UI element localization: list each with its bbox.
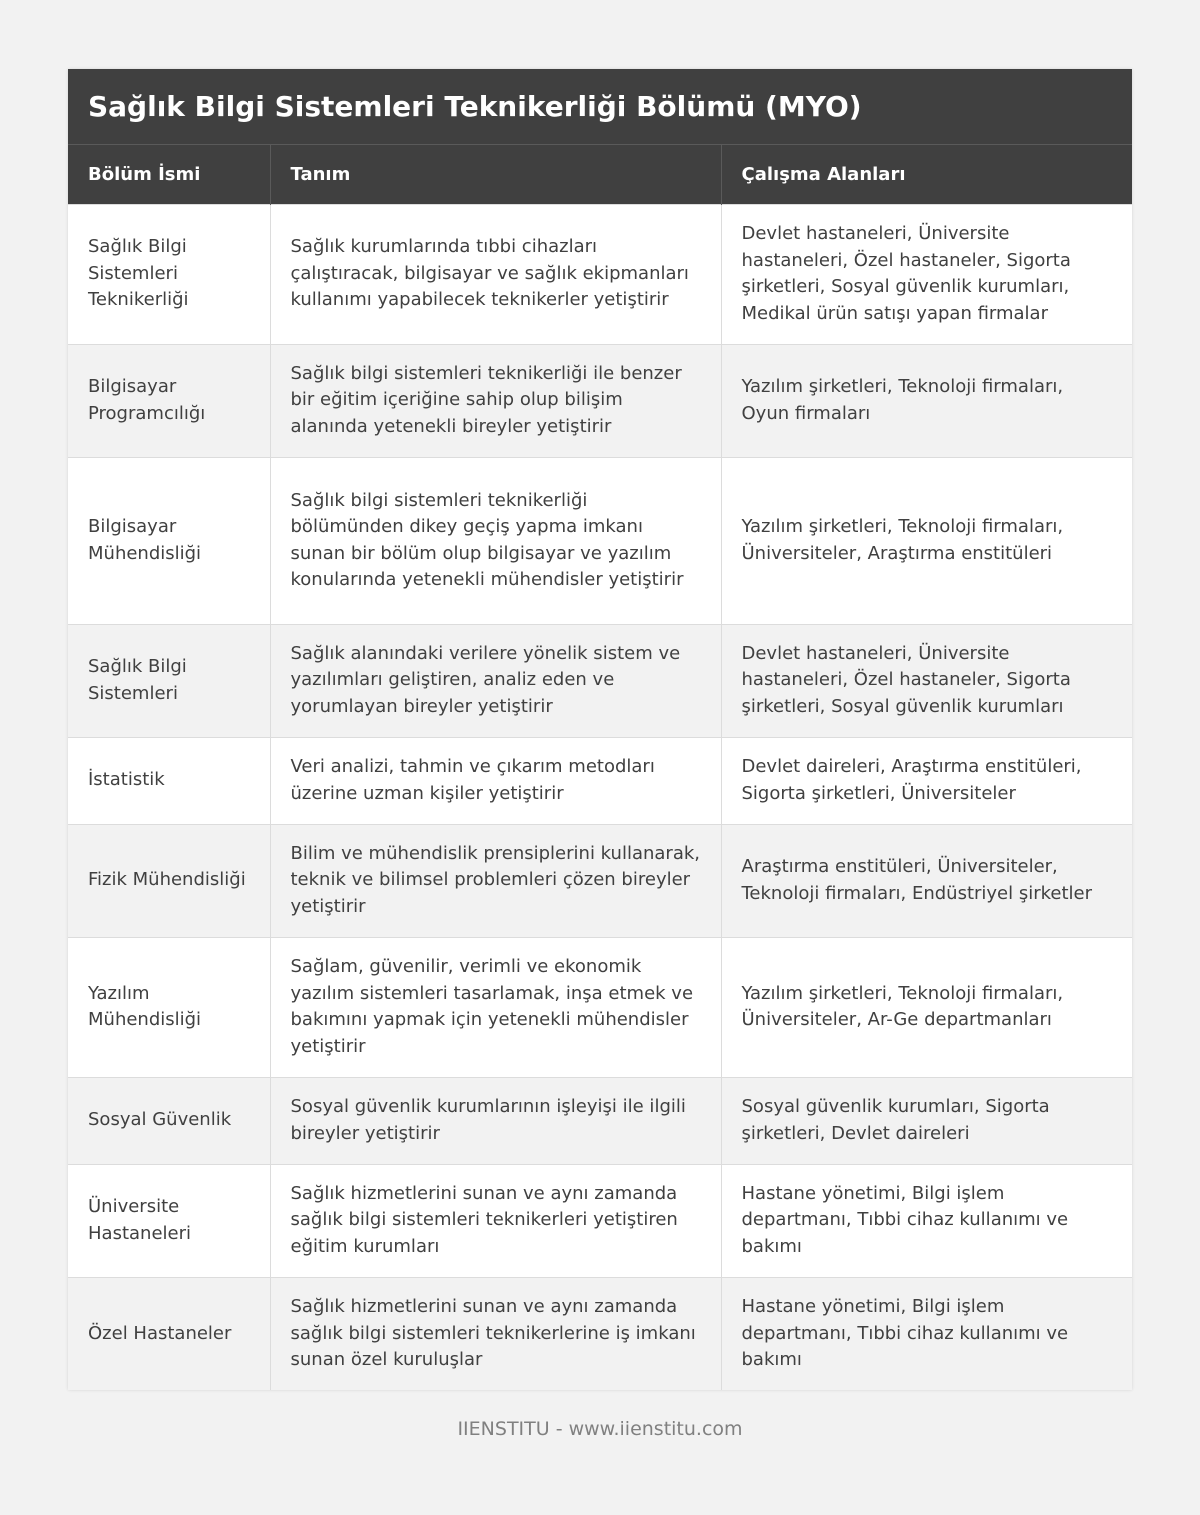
table-row <box>68 824 1132 937</box>
table-row <box>68 737 1132 824</box>
title-bar <box>68 69 1132 145</box>
table-header-row <box>68 145 1132 204</box>
table-row <box>68 344 1132 457</box>
cell-department-name: Sağlık Bilgi Sistemleri <box>68 624 270 737</box>
cell-work-areas: Yazılım şirketleri, Teknoloji firmaları, Üniversiteler, Ar-Ge departmanları <box>721 937 1132 1077</box>
cell-definition: Sosyal güvenlik kurumlarının işleyişi ile ilgili bireyler yetiştirir <box>270 1077 721 1164</box>
table-card <box>68 69 1132 1390</box>
table-row <box>68 457 1132 624</box>
cell-definition: Sağlık bilgi sistemleri teknikerliği ile benzer bir eğitim içeriğine sahip olup bilişim alanında yetenekli bireyler yetiştirir <box>270 344 721 457</box>
cell-department-name: Bilgisayar Programcılığı <box>68 344 270 457</box>
cell-definition: Sağlık alanındaki verilere yönelik sistem ve yazılımları geliştiren, analiz eden ve yorumlayan bireyler yetiştirir <box>270 624 721 737</box>
cell-definition: Sağlam, güvenilir, verimli ve ekonomik yazılım sistemleri tasarlamak, inşa etmek ve bakımını yapmak için yetenekli mühendisler yetiştirir <box>270 937 721 1077</box>
cell-definition: Sağlık kurumlarında tıbbi cihazları çalıştıracak, bilgisayar ve sağlık ekipmanları kullanımı yapabilecek teknikerler yetiştirir <box>270 204 721 344</box>
cell-work-areas: Devlet hastaneleri, Üniversite hastaneleri, Özel hastaneler, Sigorta şirketleri, Sosyal güvenlik kurumları <box>721 624 1132 737</box>
header-definition: Tanım <box>270 145 721 204</box>
page-title: Sağlık Bilgi Sistemleri Teknikerliği Bölümü (MYO) <box>88 90 862 123</box>
cell-definition: Sağlık hizmetlerini sunan ve aynı zamanda sağlık bilgi sistemleri teknikerleri yetiştiren eğitim kurumları <box>270 1164 721 1277</box>
cell-work-areas: Araştırma enstitüleri, Üniversiteler, Teknoloji firmaları, Endüstriyel şirketler <box>721 824 1132 937</box>
cell-work-areas: Hastane yönetimi, Bilgi işlem departmanı, Tıbbi cihaz kullanımı ve bakımı <box>721 1277 1132 1390</box>
cell-department-name: Üniversite Hastaneleri <box>68 1164 270 1277</box>
header-department-name: Bölüm İsmi <box>68 145 270 204</box>
cell-work-areas: Hastane yönetimi, Bilgi işlem departmanı, Tıbbi cihaz kullanımı ve bakımı <box>721 1164 1132 1277</box>
cell-work-areas: Devlet daireleri, Araştırma enstitüleri, Sigorta şirketleri, Üniversiteler <box>721 737 1132 824</box>
cell-department-name: Fizik Mühendisliği <box>68 824 270 937</box>
cell-definition: Veri analizi, tahmin ve çıkarım metodları üzerine uzman kişiler yetiştirir <box>270 737 721 824</box>
cell-department-name: Sağlık Bilgi Sistemleri Teknikerliği <box>68 204 270 344</box>
cell-definition: Bilim ve mühendislik prensiplerini kullanarak, teknik ve bilimsel problemleri çözen bireyler yetiştirir <box>270 824 721 937</box>
table-row <box>68 1077 1132 1164</box>
cell-department-name: İstatistik <box>68 737 270 824</box>
cell-department-name: Yazılım Mühendisliği <box>68 937 270 1077</box>
cell-department-name: Sosyal Güvenlik <box>68 1077 270 1164</box>
table-row <box>68 937 1132 1077</box>
table-row <box>68 204 1132 344</box>
cell-work-areas: Devlet hastaneleri, Üniversite hastaneleri, Özel hastaneler, Sigorta şirketleri, Sosyal güvenlik kurumları, Medikal ürün satışı yapan firmalar <box>721 204 1132 344</box>
departments-table <box>68 145 1132 1390</box>
cell-department-name: Bilgisayar Mühendisliği <box>68 457 270 624</box>
cell-work-areas: Sosyal güvenlik kurumları, Sigorta şirketleri, Devlet daireleri <box>721 1077 1132 1164</box>
cell-work-areas: Yazılım şirketleri, Teknoloji firmaları, Üniversiteler, Araştırma enstitüleri <box>721 457 1132 624</box>
table-row <box>68 1164 1132 1277</box>
cell-department-name: Özel Hastaneler <box>68 1277 270 1390</box>
cell-work-areas: Yazılım şirketleri, Teknoloji firmaları, Oyun firmaları <box>721 344 1132 457</box>
cell-definition: Sağlık bilgi sistemleri teknikerliği bölümünden dikey geçiş yapma imkanı sunan bir bölüm olup bilgisayar ve yazılım konularında yetenekli mühendisler yetiştirir <box>270 457 721 624</box>
cell-definition: Sağlık hizmetlerini sunan ve aynı zamanda sağlık bilgi sistemleri teknikerlerine iş imkanı sunan özel kuruluşlar <box>270 1277 721 1390</box>
footer-credit: IIENSTITU - www.iienstitu.com <box>457 1418 743 1440</box>
table-row <box>68 1277 1132 1390</box>
table-row <box>68 624 1132 737</box>
header-work-areas: Çalışma Alanları <box>721 145 1132 204</box>
